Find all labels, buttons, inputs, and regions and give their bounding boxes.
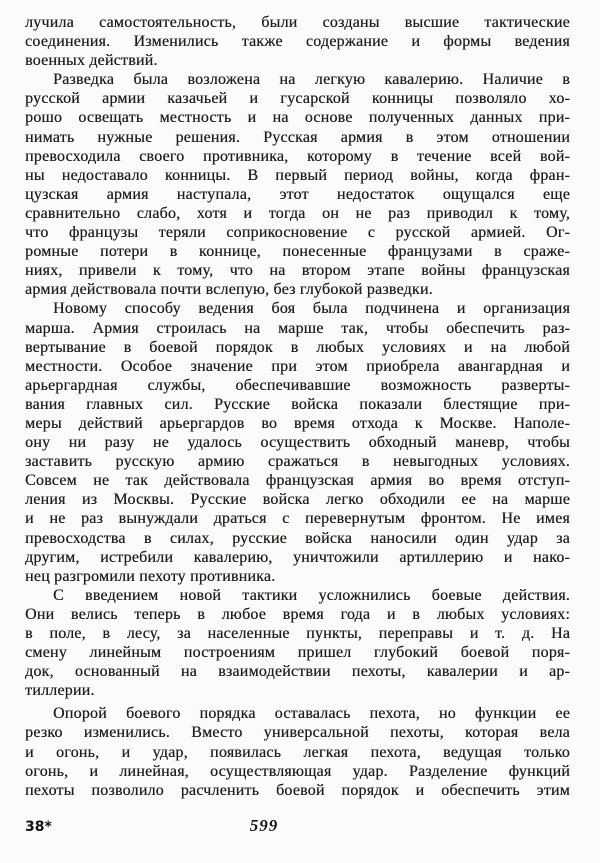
- text-line: ону ни разу не удалось осуществить обходный маневр, чтобы: [25, 434, 570, 452]
- text-line: ны недоставало конницы. В первый период войны, когда фран-: [25, 166, 570, 184]
- text-line: вертывание в боевой порядок в любых условиях и на любой: [25, 338, 570, 356]
- text-line: русской армии казачьей и гусарской конницы позволяло хо-: [25, 90, 570, 108]
- text-line: в поле, в лесу, за населенные пункты, переправы и т. д. На: [25, 625, 570, 642]
- text-line: превосходства в силах, русские войска наносили один удар за: [25, 529, 570, 547]
- text-line: ромные потери в коннице, понесенные французами в сраже-: [25, 243, 570, 261]
- text-line: марша. Армия строилась на марше так, чтобы обеспечить раз-: [25, 319, 570, 337]
- text-line: что французы теряли соприкосновение с русской армией. Ог-: [25, 224, 570, 242]
- text-line: Совсем не так действовала французская армия во время отступ-: [25, 472, 570, 490]
- text-line: и не раз вынуждали драться с перевернутым фронтом. Не имея: [25, 510, 570, 528]
- text-line: меры действий арьергардов во время отхода к Москве. Наполе-: [25, 414, 570, 432]
- page-body: [25, 13, 570, 800]
- signature-mark: 38*: [25, 819, 52, 835]
- text-line: огонь, и линейная, осуществляющая удар. Разделение функций: [25, 762, 570, 780]
- text-line: другим, истребили кавалерию, уничтожили артиллерию и нако-: [25, 548, 570, 566]
- text-line: сравнительно слабо, хотя и тогда он не раз приводил к тому,: [25, 204, 570, 222]
- text-line: соединения. Изменились также содержание и формы ведения: [25, 33, 570, 51]
- text-line: ления из Москвы. Русские войска легко обходили ее на марше: [25, 491, 570, 509]
- text-line: рошо освещать местность и на основе полученных данных при-: [25, 109, 570, 127]
- text-line: лучила самостоятельность, были созданы высшие тактические: [25, 14, 570, 31]
- page-footer: [0, 814, 600, 844]
- text-line: резко изменились. Вместо универсальной пехоты, которая вела: [25, 724, 570, 742]
- text-line: С введением новой тактики усложнились боевые действия.: [53, 586, 570, 604]
- text-line: пехоты позволило расчленить боевой порядок и обеспечить этим: [25, 781, 570, 799]
- text-line: заставить русскую армию сражаться в невыгодных условиях.: [25, 453, 570, 471]
- text-line: военных действий.: [25, 52, 158, 70]
- text-line: арьергардная службы, обеспечивавшие возможность разверты-: [25, 376, 570, 394]
- text-line: превосходила своего противника, которому в течение всей вой-: [25, 147, 570, 165]
- text-line: нец разгромили пехоту противника.: [25, 567, 276, 585]
- text-line: цузская армия наступала, этот недостаток ощущался еще: [25, 185, 570, 203]
- text-line: тиллерии.: [25, 682, 95, 700]
- text-line: док, основанный на взаимодействии пехоты, кавалерии и ар-: [25, 663, 570, 681]
- text-line: Новому способу ведения боя была подчинена и организация: [53, 300, 570, 318]
- text-line: вания главных сил. Русские войска показали блестящие при-: [25, 395, 570, 413]
- text-line: армия действовала почти вслепую, без глубокой разведки.: [25, 281, 433, 299]
- page-number: 599: [249, 816, 279, 835]
- text-line: и огонь, и удар, появилась легкая пехота, ведущая только: [25, 743, 570, 761]
- text-line: смену линейным построениям пришел глубокий боевой поря-: [25, 644, 570, 662]
- text-line: ниях, привели к тому, что на втором этапе войны французская: [25, 262, 570, 280]
- text-line: Опорой боевого порядка оставалась пехота, но функции ее: [53, 705, 570, 723]
- text-line: местности. Особое значение при этом приобрела авангардная и: [25, 357, 570, 375]
- text-line: нимать нужные решения. Русская армия в этом отношении: [25, 128, 570, 146]
- text-line: Разведка была возложена на легкую кавалерию. Наличие в: [53, 71, 570, 89]
- text-line: Они велись теперь в любое время года и в любых условиях:: [25, 605, 570, 623]
